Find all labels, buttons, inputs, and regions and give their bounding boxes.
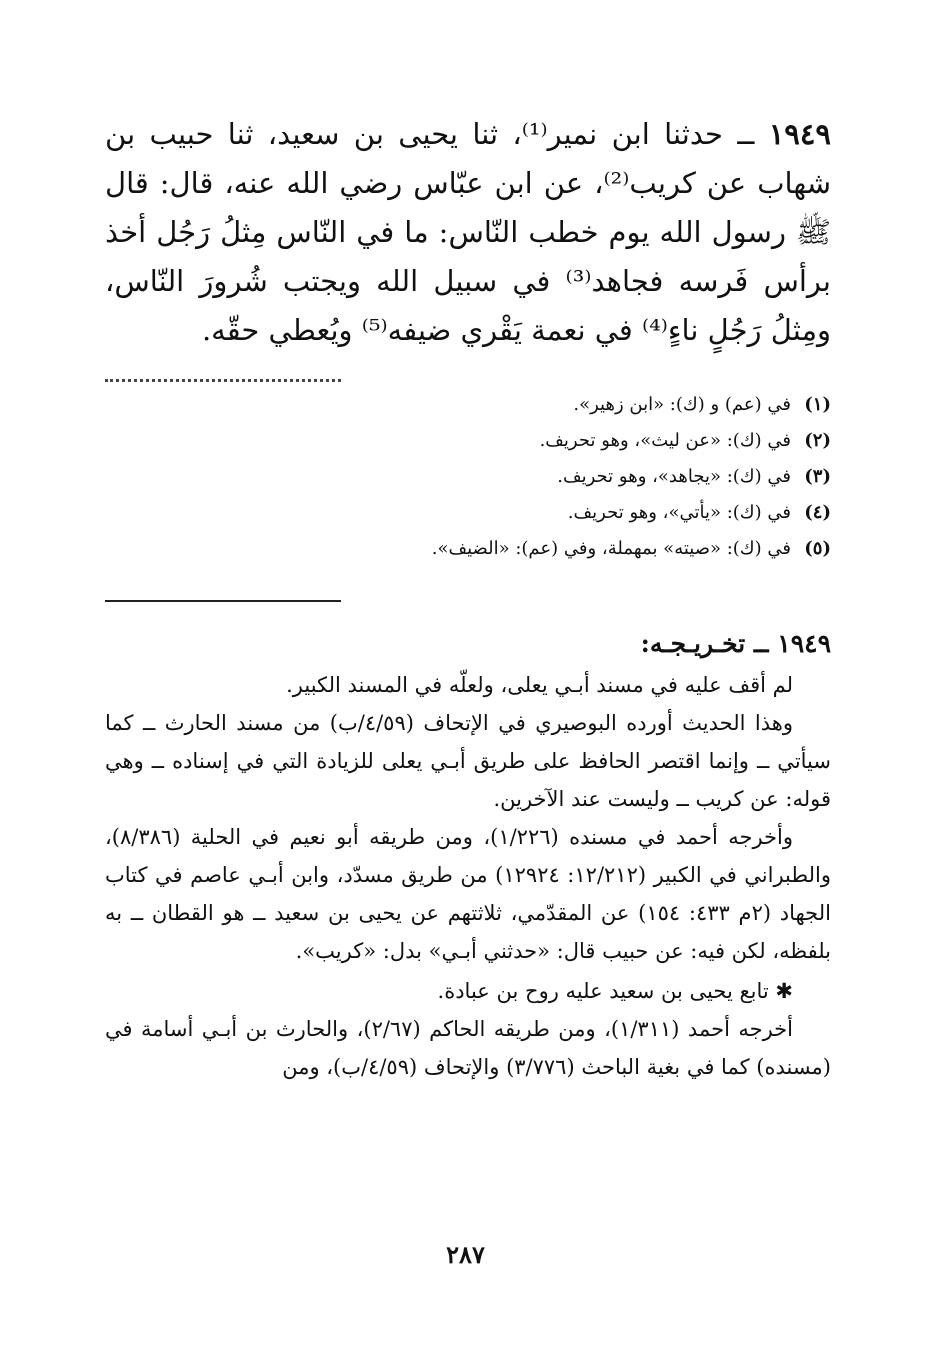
takhrij-title: ١٩٤٩ ــ تخـريـجـه:: [640, 629, 831, 658]
footnote-text: في (ك): «عن ليث»، وهو تحريف.: [539, 430, 791, 451]
footnotes: [105, 387, 831, 567]
footnote-3: [105, 459, 831, 495]
hadith-body: ــ حدثنا ابن نمير⁽¹⁾، ثنا يحيى بن سعيد، ثنا حبيب بن شهاب عن كريب⁽²⁾، عن ابن عبّاس رضي الله عنه، قال: قال ﷺ رسول الله يوم خطب النّاس: ما في النّاس مِثلُ رَجُل أخذ برأس فَرسه فجاهد⁽³⁾ في سبيل الله ويجتب شُرورَ النّاس، ومِثلُ رَجُلٍ ناءٍ⁽⁴⁾ في نعمة يَقْري ضيفه⁽⁵⁾ ويُعطي حقّه.: [105, 117, 832, 347]
footnote-text: في (ك): «يجاهد»، وهو تحريف.: [557, 466, 791, 487]
takhrij-paragraph-5: أخرجه أحمد (١/٣١١)، ومن طريقه الحاكم (٢/٦٧)، والحارث بن أبـي أسامة في (مسنده) كما في بغية الباحث (٣/٧٧٦) والإتحاف (٤/٥٩/ب)، ومن: [105, 1017, 831, 1079]
footnote-number: (٢): [804, 430, 831, 451]
page-body: [105, 110, 831, 1086]
footnote-text: في (عم) و (ك): «ابن زهير».: [573, 394, 791, 415]
footnote-2: [105, 423, 831, 459]
footnote-4: [105, 495, 831, 531]
footnote-1: [105, 387, 831, 423]
footnote-number: (٥): [804, 538, 831, 559]
footnote-text: في (ك): «يأتي»، وهو تحريف.: [567, 502, 791, 523]
footnote-number: (٣): [804, 466, 831, 487]
takhrij-paragraph-3: وأخرجه أحمد في مسنده (١/٢٢٦)، ومن طريقه أبو نعيم في الحلية (٨/٣٨٦)، والطبراني في الكبير (١٢/٢١٢: ١٢٩٢٤) من طريق مسدّد، وابن أبـي عاصم في كتاب الجهاد (٢م ٤٣٣: ١٥٤) عن المقدّمي، ثلاثتهم عن يحيى بن سعيد ــ هو القطان ــ به بلفظه، لكن فيه: عن حبيب قال: «حدثني أبـي» بدل: «كريب».: [105, 825, 831, 963]
footnote-5: [105, 531, 831, 567]
footnote-number: (٤): [804, 502, 831, 523]
section-divider: [105, 587, 831, 606]
takhrij-follow-up: ✱ تابع يحيى بن سعيد عليه روح بن عبادة.: [437, 979, 793, 1003]
footnote-number: (١): [804, 394, 831, 415]
page-number: ٢٨٧: [446, 1240, 485, 1269]
takhrij-paragraph-2: وهذا الحديث أورده البوصيري في الإتحاف (٤/٥٩/ب) من مسند الحارث ــ كما سيأتي ــ وإنما اقتصر الحافظ على طريق أبـي يعلى للزيادة التي في إسناده ــ وهي قوله: عن كريب ــ وليست عند الآخرين.: [105, 711, 831, 811]
hadith-text: [105, 110, 831, 355]
hadith-number: ١٩٤٩: [768, 117, 832, 151]
footnote-separator-dots: [105, 367, 831, 377]
takhrij-paragraph-1: لم أقف عليه في مسند أبـي يعلى، ولعلّه في المسند الكبير.: [286, 673, 793, 697]
footnote-text: في (ك): «صيته» بمهملة، وفي (عم): «الضيف».: [431, 538, 791, 559]
